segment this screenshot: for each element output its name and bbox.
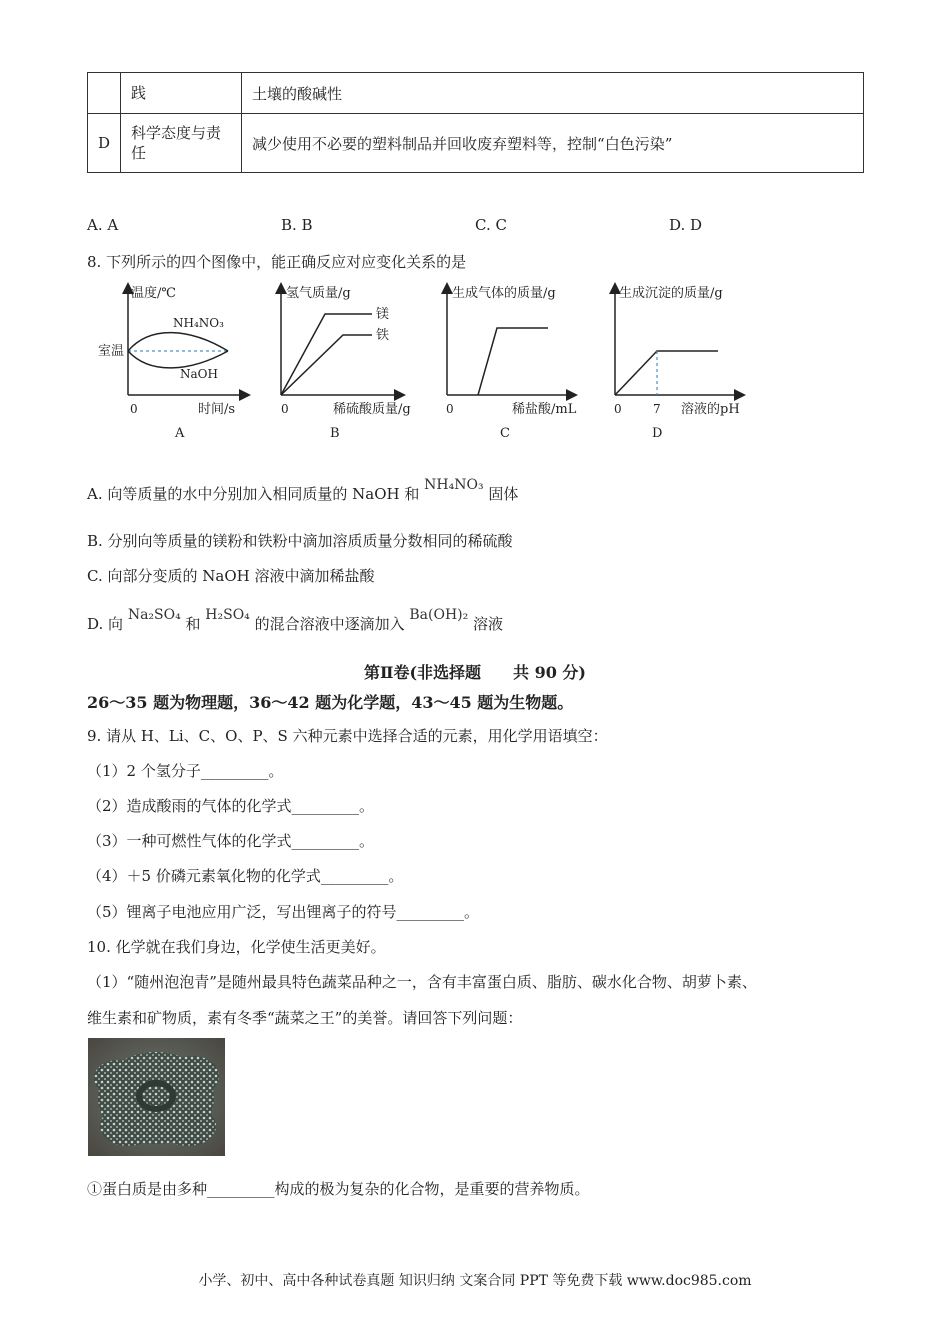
graph-b bbox=[281, 286, 411, 441]
q10-sub-1: ①蛋白质是由多种_________构成的极为复杂的化合物，是重要的营养物质。 bbox=[87, 1180, 590, 1198]
q9-item-2: （2）造成酸雨的气体的化学式_________。 bbox=[87, 797, 375, 815]
criteria-table bbox=[87, 72, 864, 173]
table-cell-content: 减少使用不必要的塑料制品并回收废弃塑料等，控制“白色污染” bbox=[242, 114, 864, 173]
part2-note: 26～35 题为物理题，36～42 题为化学题，43～45 题为生物题。 bbox=[87, 693, 574, 712]
q8-option-b: B. 分别向等质量的镁粉和铁粉中滴加溶质质量分数相同的稀硫酸 bbox=[87, 532, 513, 550]
q7-option-a: A. A bbox=[87, 216, 119, 234]
table-cell-label bbox=[88, 73, 121, 114]
q8-option-d-and: 和 bbox=[185, 615, 201, 633]
graph-b-origin: 0 bbox=[281, 402, 289, 416]
q8-option-d-text: D. 向 bbox=[87, 615, 124, 633]
q8-option-a-formula: NH₄NO₃ bbox=[424, 477, 484, 493]
graph-a bbox=[98, 285, 245, 441]
q8-option-a-suffix: 固体 bbox=[488, 485, 519, 503]
q8-option-a-text: A. 向等质量的水中分别加入相同质量的 NaOH 和 bbox=[87, 485, 420, 503]
graph-b-xlabel: 稀硫酸质量/g bbox=[333, 402, 411, 417]
part2-title: 第Ⅱ卷(非选择题 共 90 分) bbox=[363, 663, 587, 682]
graph-c-xlabel: 稀盐酸/mL bbox=[512, 402, 577, 417]
graph-b-fe-label: 铁 bbox=[376, 328, 390, 343]
q8-option-c: C. 向部分变质的 NaOH 溶液中滴加稀盐酸 bbox=[87, 567, 375, 585]
graph-a-upper-label: NH₄NO₃ bbox=[173, 316, 224, 330]
graph-c bbox=[446, 285, 577, 441]
q10-stem: 10. 化学就在我们身边，化学使生活更美好。 bbox=[87, 938, 386, 956]
table-cell-content: 土壤的酸碱性 bbox=[242, 73, 864, 114]
q7-option-c: C. C bbox=[475, 216, 507, 234]
graph-d-origin: 0 bbox=[614, 402, 622, 416]
graph-c-ylabel: 生成气体的质量/g bbox=[452, 286, 556, 301]
q10-paragraph-2: 维生素和矿物质，素有冬季“蔬菜之王”的美誉。请回答下列问题： bbox=[87, 1009, 523, 1027]
graph-b-mg-label: 镁 bbox=[376, 307, 390, 322]
q8-option-d bbox=[87, 607, 504, 634]
graph-d bbox=[614, 285, 740, 441]
q8-graphs bbox=[0, 280, 950, 445]
graph-a-xlabel: 时间/s bbox=[198, 402, 236, 417]
table-cell-category: 科学态度与责任 bbox=[121, 114, 242, 173]
q8-option-d-formula-3: Ba(OH)₂ bbox=[409, 607, 469, 623]
graph-c-caption: C bbox=[500, 426, 510, 441]
graph-a-origin: 0 bbox=[130, 402, 138, 416]
graph-d-ylabel: 生成沉淀的质量/g bbox=[619, 286, 723, 301]
table-row bbox=[88, 73, 864, 114]
table-cell-category: 践 bbox=[121, 73, 242, 114]
graph-a-room-label: 室温 bbox=[98, 344, 125, 359]
graph-b-fe-line bbox=[281, 335, 372, 395]
graph-a-lower-label: NaOH bbox=[180, 367, 218, 381]
graph-a-upper-curve bbox=[128, 333, 228, 351]
q7-option-d: D. D bbox=[669, 216, 703, 234]
graph-b-ylabel: 氢气质量/g bbox=[286, 286, 351, 301]
graph-b-mg-line bbox=[281, 314, 372, 395]
q10-paragraph-1: （1）“随州泡泡青”是随州最具特色蔬菜品种之一，含有丰富蛋白质、脂肪、碳水化合物、胡萝卜素、 bbox=[87, 973, 757, 991]
q8-option-d-formula-2: H₂SO₄ bbox=[205, 607, 250, 623]
vegetable-photo bbox=[88, 1038, 225, 1156]
graph-c-line bbox=[478, 328, 548, 395]
q8-option-d-formula-1: Na₂SO₄ bbox=[127, 607, 181, 623]
q8-stem: 8. 下列所示的四个图像中，能正确反应对应变化关系的是 bbox=[87, 253, 467, 271]
q7-option-b: B. B bbox=[281, 216, 313, 234]
graph-a-caption: A bbox=[175, 426, 185, 441]
q9-item-4: （4）＋5 价磷元素氧化物的化学式_________。 bbox=[87, 867, 404, 885]
q9-stem: 9. 请从 H、Li、C、O、P、S 六种元素中选择合适的元素，用化学用语填空： bbox=[87, 727, 608, 745]
q8-option-d-suffix: 溶液 bbox=[473, 615, 504, 633]
q9-item-1: （1）2 个氢分子_________。 bbox=[87, 762, 284, 780]
q8-option-a bbox=[87, 477, 519, 504]
footer: 小学、初中、高中各种试卷真题 知识归纳 文案合同 PPT 等免费下载 www.doc985.com bbox=[198, 1273, 752, 1289]
q9-item-5: （5）锂离子电池应用广泛，写出锂离子的符号_________。 bbox=[87, 903, 480, 921]
q8-option-d-text-2: 的混合溶液中逐滴加入 bbox=[254, 615, 405, 633]
table-cell-label: D bbox=[88, 114, 121, 173]
graph-a-ylabel: 温度/℃ bbox=[131, 286, 176, 301]
graph-a-lower-curve bbox=[128, 351, 228, 368]
graph-d-line bbox=[615, 351, 718, 395]
graph-c-origin: 0 bbox=[446, 402, 454, 416]
q9-item-3: （3）一种可燃性气体的化学式_________。 bbox=[87, 832, 375, 850]
table-row bbox=[88, 114, 864, 173]
graph-b-caption: B bbox=[330, 426, 340, 441]
graph-d-tick-7: 7 bbox=[653, 402, 661, 416]
graph-d-xlabel: 溶液的pH bbox=[681, 402, 740, 417]
graph-d-caption: D bbox=[652, 426, 663, 441]
